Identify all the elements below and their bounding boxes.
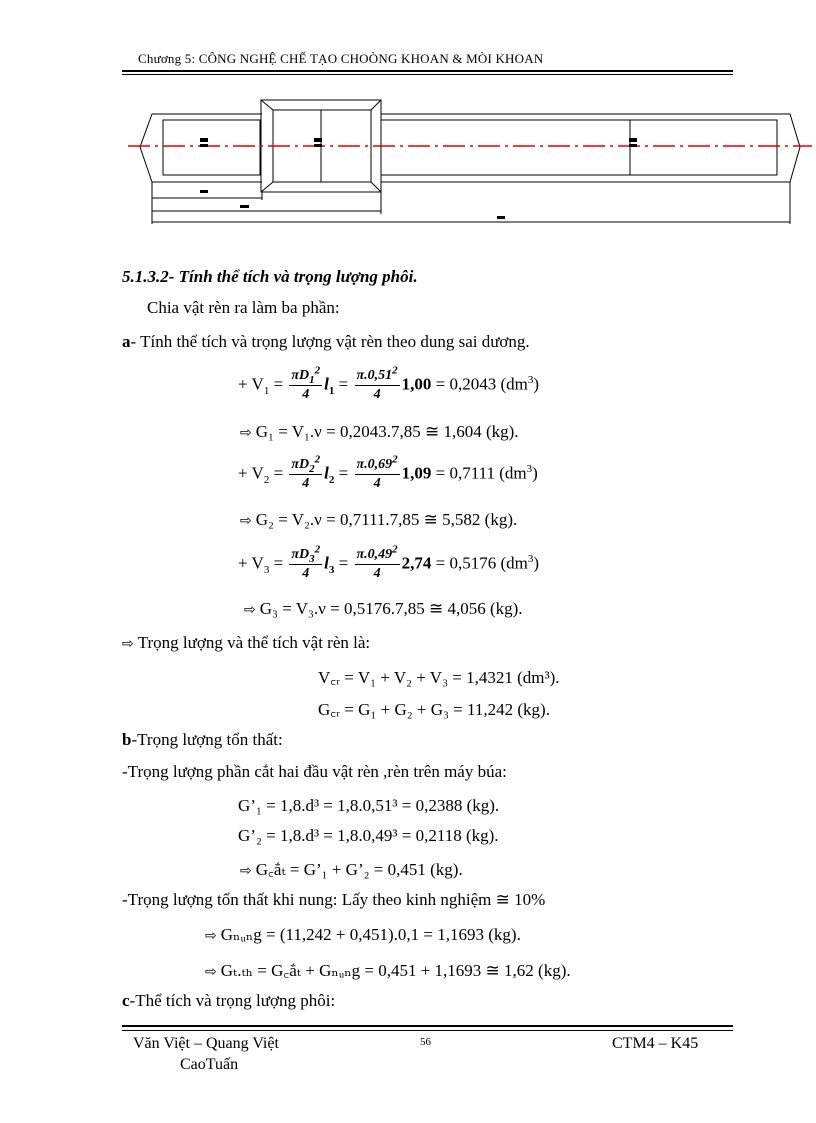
footer-rule	[122, 1025, 733, 1027]
arrow-icon: ⇨	[240, 863, 252, 879]
footer-authors: Văn Việt – Quang Việt	[133, 1035, 279, 1052]
chapter-header: Chương 5: CÔNG NGHỆ CHẾ TẠO CHOÒNG KHOAN & MÒI KHOAN	[138, 51, 544, 66]
formula-g2: ⇨ G₂ = V₂.ν = 0,7111.7,85 ≅ 5,582 (kg).	[240, 510, 518, 529]
formula-gnung: ⇨ Gₙᵤₙg = (11,242 + 0,451).0,1 = 1,1693 (kg).	[205, 925, 521, 944]
arrow-icon: ⇨	[205, 964, 217, 980]
arrow-icon: ⇨	[205, 928, 217, 944]
formula-vvr: V꜀ᵣ = V₁ + V₂ + V₃ = 1,4321 (dm³).	[318, 668, 560, 687]
formula-g3: ⇨ G₃ = V₃.ν = 0,5176.7,85 ≅ 4,056 (kg).	[244, 599, 523, 618]
part-a-title	[122, 332, 530, 352]
arrow-icon: ⇨	[240, 425, 252, 441]
arrow-icon: ⇨	[244, 602, 256, 618]
formula-gtth: ⇨ Gₜ.ₜₕ = G꜀ắₜ + Gₙᵤₙg = 0,451 + 1,1693 ≅ 1,62 (kg).	[205, 961, 571, 980]
formula-v3: + $V_3$ = $\frac{\pi D_3^2}{4}$ $l_3$ = $\frac{\pi.0,49^2}{4}$ 2,74 = 0,5176 $(dm^3)$	[238, 543, 540, 581]
part-c-title: c-Thể tích và trọng lượng phôi:	[122, 991, 336, 1010]
part-b-title: b-Trọng lượng tổn thất:	[122, 730, 283, 749]
footer-class: CTM4 – K45	[612, 1035, 699, 1052]
formula-gcat: ⇨ G꜀ắₜ = G’₁ + G’₂ = 0,451 (kg).	[240, 860, 463, 879]
intro-text: Chia vật rèn ra làm ba phần:	[147, 298, 340, 317]
formula-v2: + $V_2$ = $\frac{\pi D_2^2}{4}$ $l_2$ = $\frac{\pi.0,69^2}{4}$ 1,09 = 0,7111 $(dm^3)$	[238, 453, 538, 491]
page-number: 56	[420, 1036, 431, 1048]
footer-authors-2: CaoTuấn	[180, 1056, 239, 1073]
footer-rule-thin	[122, 1030, 733, 1031]
arrow-icon: ⇨	[240, 513, 252, 529]
cut-title: -Trọng lượng phần cắt hai đầu vật rèn ,rèn trên máy búa:	[122, 762, 507, 781]
heat-title: -Trọng lượng tổn thất khi nung: Lấy theo kinh nghiệm ≅ 10%	[122, 890, 546, 909]
formula-g1-prime: G’₁ = 1,8.d³ = 1,8.0,51³ = 0,2388 (kg).	[238, 796, 500, 815]
part-a-marker: a	[122, 332, 131, 351]
formula-g1: ⇨ G₁ = V₁.ν = 0,2043.7,85 ≅ 1,604 (kg).	[240, 422, 519, 441]
formula-g2-prime: G’₂ = 1,8.d³ = 1,8.0,49³ = 0,2118 (kg).	[238, 826, 499, 845]
formula-v1: + $V_1$ = $\frac{\pi D_1^2}{4}$ $l_1$ = $\frac{\pi.0,51^2}{4}$ 1,00 = 0,2043 $(dm^3)$	[238, 364, 540, 402]
forging-drawing	[0, 0, 816, 240]
arrow-icon: ⇨	[122, 636, 134, 652]
section-title: 5.1.3.2- Tính thể tích và trọng lượng phôi.	[122, 267, 418, 286]
summary-text: ⇨ Trọng lượng và thể tích vật rèn là:	[122, 633, 371, 652]
formula-gvr: G꜀ᵣ = G₁ + G₂ + G₃ = 11,242 (kg).	[318, 700, 550, 719]
part-a-text: - Tính thể tích và trọng lượng vật rèn theo dung sai dương.	[130, 332, 530, 351]
